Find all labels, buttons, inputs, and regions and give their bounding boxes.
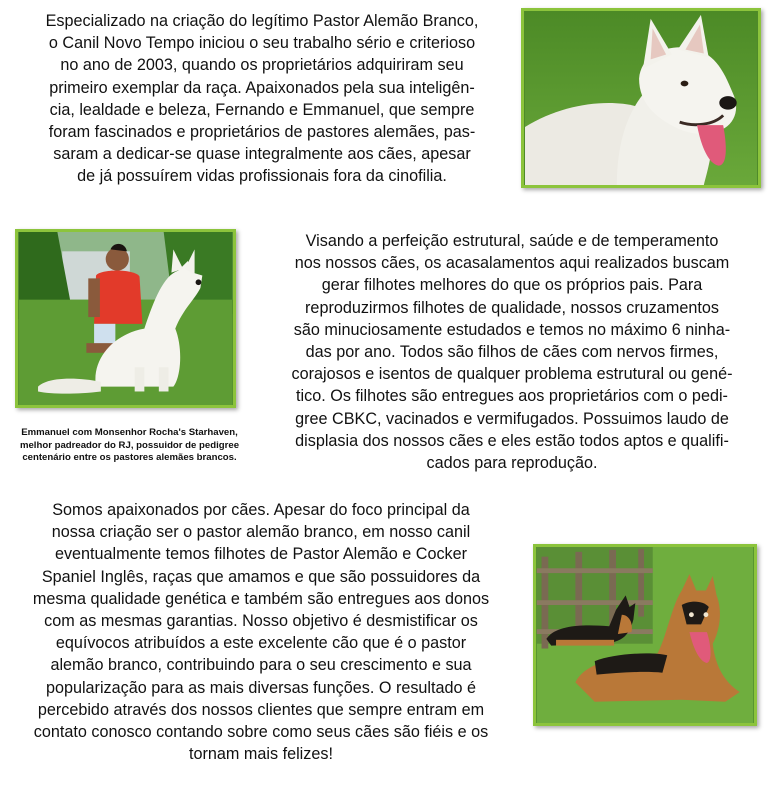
breeding-paragraph: Visando a perfeição estrutural, saúde e de temperamento nos nossos cães, os acasalamentos aqui realizados buscam gerar filhotes melhores do que os próprios pais. Para reproduzirmos filhotes de qualidade, nossos cruzamentos são minuciosamente estudados e temos no máximo 6 ninha- das por ano. Todos são filhos de cães com nervos firmes, corajosos e isentos de qualquer problema estrutural ou gené- tico. Os filhotes são entregues aos proprietários com o pedi- gree CBKC, vacinados e vermifugados. Possuimos laudo de displasia dos nossos cães e eles estão todos aptos e qualifi- cados para reprodução. (291, 232, 733, 473)
german-shepherds-image (536, 547, 754, 723)
german-shepherds-photo (533, 544, 757, 726)
emmanuel-with-dog-image (18, 232, 233, 405)
emmanuel-with-dog-photo (15, 229, 236, 408)
photo-caption: Emmanuel com Monsenhor Rocha's Starhaven, melhor padreador do RJ, possuidor de pedigree centenário entre os pastores alemães brancos. (19, 427, 240, 463)
white-shepherd-image (524, 11, 758, 185)
intro-paragraph: Especializado na criação do legítimo Pastor Alemão Branco, o Canil Novo Tempo iniciou o seu trabalho sério e criterioso no ano de 2003, quando os proprietários adquiriram seu primeiro exemplar da raça. Apaixonados pela sua inteligên- cia, lealdade e beleza, Fernando e Emmanuel, que sempre foram fascinados e proprietários de pastores alemães, pas- saram a dedicar-se quase integralmente aos cães, apesar de já possuírem vidas profissionais fora da cinofilia. (45, 12, 479, 186)
white-shepherd-photo (521, 8, 761, 188)
passion-paragraph: Somos apaixonados por cães. Apesar do foco principal da nossa criação ser o pastor alemão branco, em nosso canil eventualmente temos filhotes de Pastor Alemão e Cocker Spaniel Inglês, raças que amamos e que são possuidores da mesma qualidade genética e também são entregues aos donos com as mesmas garantias. Nosso objetivo é desmistificar os equívocos atribuídos a este excelente cão que é o pastor alemão branco, contribuindo para o seu crescimento e sua popularização para as mais diversas funções. O resultado é percebido através dos nossos clientes que sempre entram em contato conosco contando sobre como seus cães são fiéis e os tornam mais felizes! (32, 501, 490, 764)
